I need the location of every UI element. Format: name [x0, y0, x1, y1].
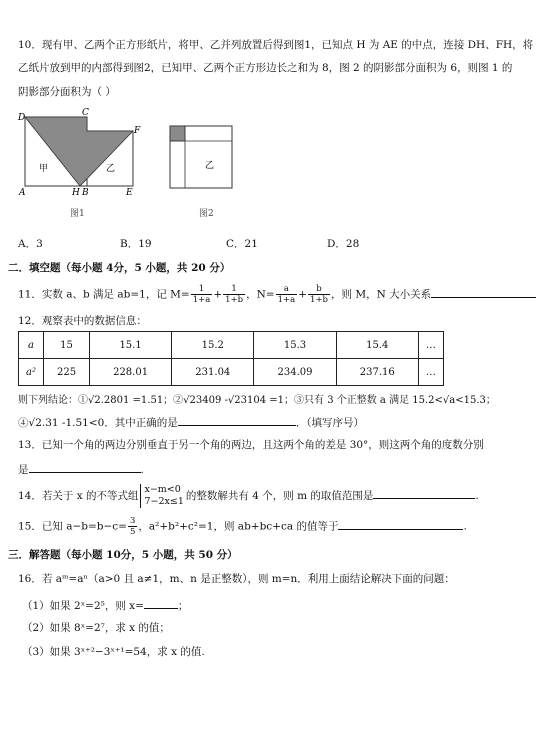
q15: 15．已知 a−b=b−c= $\frac{3}{5}$ ，a²+b²+c²=1，则 ab+bc+ca 的值等于 . — [18, 516, 467, 537]
table-cell: 231.04 — [172, 359, 254, 386]
table-cell: 234.09 — [254, 359, 336, 386]
q13-answer-blank[interactable] — [29, 461, 141, 473]
q12-conclusions-1: 则下列结论：①√2.2801 =1.51；②√23409 -√23104 =1；③只有 3 个正整数 a 满足 15.2<√a<15.3； — [18, 395, 496, 406]
figure-2 — [165, 118, 251, 218]
q12-answer-blank[interactable] — [178, 414, 296, 426]
q11-frac3: $\frac{a}{1+a}$ — [277, 284, 296, 305]
fig2-label-yi: 乙 — [205, 161, 215, 171]
option-a: A．3 — [18, 238, 43, 250]
fig2-caption: 图2 — [199, 209, 214, 218]
label-B: B — [82, 188, 89, 198]
q12-conclusions-2: ④√2.31 -1.51<0．其中正确的是 ．（填写序号） — [18, 414, 364, 430]
label-C: C — [82, 108, 89, 118]
table-cell: … — [418, 359, 443, 386]
q13-line2: 是 . — [18, 461, 144, 477]
table-row — [19, 359, 444, 386]
q16-part1: （1）如果 2ˣ=2⁵，则 x= ； — [22, 597, 188, 613]
q14-answer-blank[interactable] — [373, 487, 475, 499]
q16-part3: （3）如果 3ˣ⁺²−3ˣ⁺¹=54，求 x 的值. — [22, 646, 205, 658]
table-cell: a² — [19, 359, 44, 386]
label-yi: 乙 — [106, 164, 116, 174]
table-cell: a — [19, 332, 44, 359]
q11-pre: 11．实数 a、b 满足 ab=1，记 M= — [18, 288, 190, 301]
q15-frac: $\frac{3}{5}$ — [129, 516, 136, 537]
label-A: A — [19, 188, 26, 198]
option-d: D．28 — [327, 238, 360, 250]
q16-answer-blank[interactable] — [144, 597, 178, 609]
option-b: B．19 — [120, 238, 152, 250]
q11-post: ，则 M，N 大小关系 — [331, 288, 432, 301]
label-E: E — [126, 188, 133, 198]
q11-frac1: $\frac{1}{1+a}$ — [192, 284, 211, 305]
q11-answer-blank[interactable] — [431, 286, 536, 298]
q15-answer-blank[interactable] — [338, 518, 463, 530]
section-3-heading: 三．解答题（每小题 10分，5 小题，共 50 分） — [8, 549, 238, 561]
figure-1 — [16, 108, 146, 218]
label-F: F — [134, 126, 141, 136]
q12-title: 12．观察表中的数据信息： — [18, 315, 147, 327]
q13-line1: 13．已知一个角的两边分别垂直于另一个角的两边，且这两个角的差是 30°，则这两个角的度数分别 — [18, 439, 484, 451]
option-c: C．21 — [226, 238, 258, 250]
q16-intro: 16．若 aᵐ=aⁿ（a>0 且 a≠1，m、n 是正整数），则 m=n．利用上面结论解决下面的问题： — [18, 573, 455, 585]
section-2-heading: 二．填空题（每小题 4分，5 小题，共 20 分） — [8, 262, 231, 274]
q12-table — [18, 331, 444, 386]
q14: 14．若关于 x 的不等式组 x−m<0 7−2x≤1 的整数解共有 4 个，则 m 的取值范围是 . — [18, 484, 479, 507]
table-row — [19, 332, 444, 359]
table-cell: 15.4 — [336, 332, 418, 359]
table-cell: 225 — [44, 359, 90, 386]
table-cell: 15.2 — [172, 332, 254, 359]
fig1-caption: 图1 — [70, 209, 85, 218]
q10-line2: 乙纸片放到甲的内部得到图2，已知甲、乙两个正方形边长之和为 8，图 2 的阴影部分面积为 6，则图 1 的 — [18, 62, 513, 74]
table-cell: 15 — [44, 332, 90, 359]
label-H: H — [72, 188, 80, 198]
table-cell: … — [418, 332, 443, 359]
q11-frac2: $\frac{1}{1+b}$ — [225, 284, 244, 305]
label-jia: 甲 — [39, 164, 49, 174]
table-cell: 15.1 — [89, 332, 171, 359]
inequality-system: x−m<0 7−2x≤1 — [140, 484, 183, 508]
table-cell: 15.3 — [254, 332, 336, 359]
table-cell: 237.16 — [336, 359, 418, 386]
q11-frac4: $\frac{b}{1+b}$ — [310, 284, 329, 305]
q10-line3: 阴影部分面积为（ ） — [18, 86, 116, 98]
q16-part2: （2）如果 8ˣ=2⁷，求 x 的值； — [22, 622, 170, 634]
q10-line1: 10．现有甲、乙两个正方形纸片，将甲、乙并列放置后得到图1，已知点 H 为 AE 的中点，连接 DH、FH，将 — [18, 39, 534, 51]
q11: 11．实数 a、b 满足 ab=1，记 M= $\frac{1}{1+a}$ + $\frac{1}{1+b}$ ，N= $\frac{a}{1+a}$ + $\frac{b}{1+b}$ ，则 M，N 大小关系 — [18, 284, 536, 305]
table-cell: 228.01 — [89, 359, 171, 386]
label-D: D — [18, 113, 26, 123]
